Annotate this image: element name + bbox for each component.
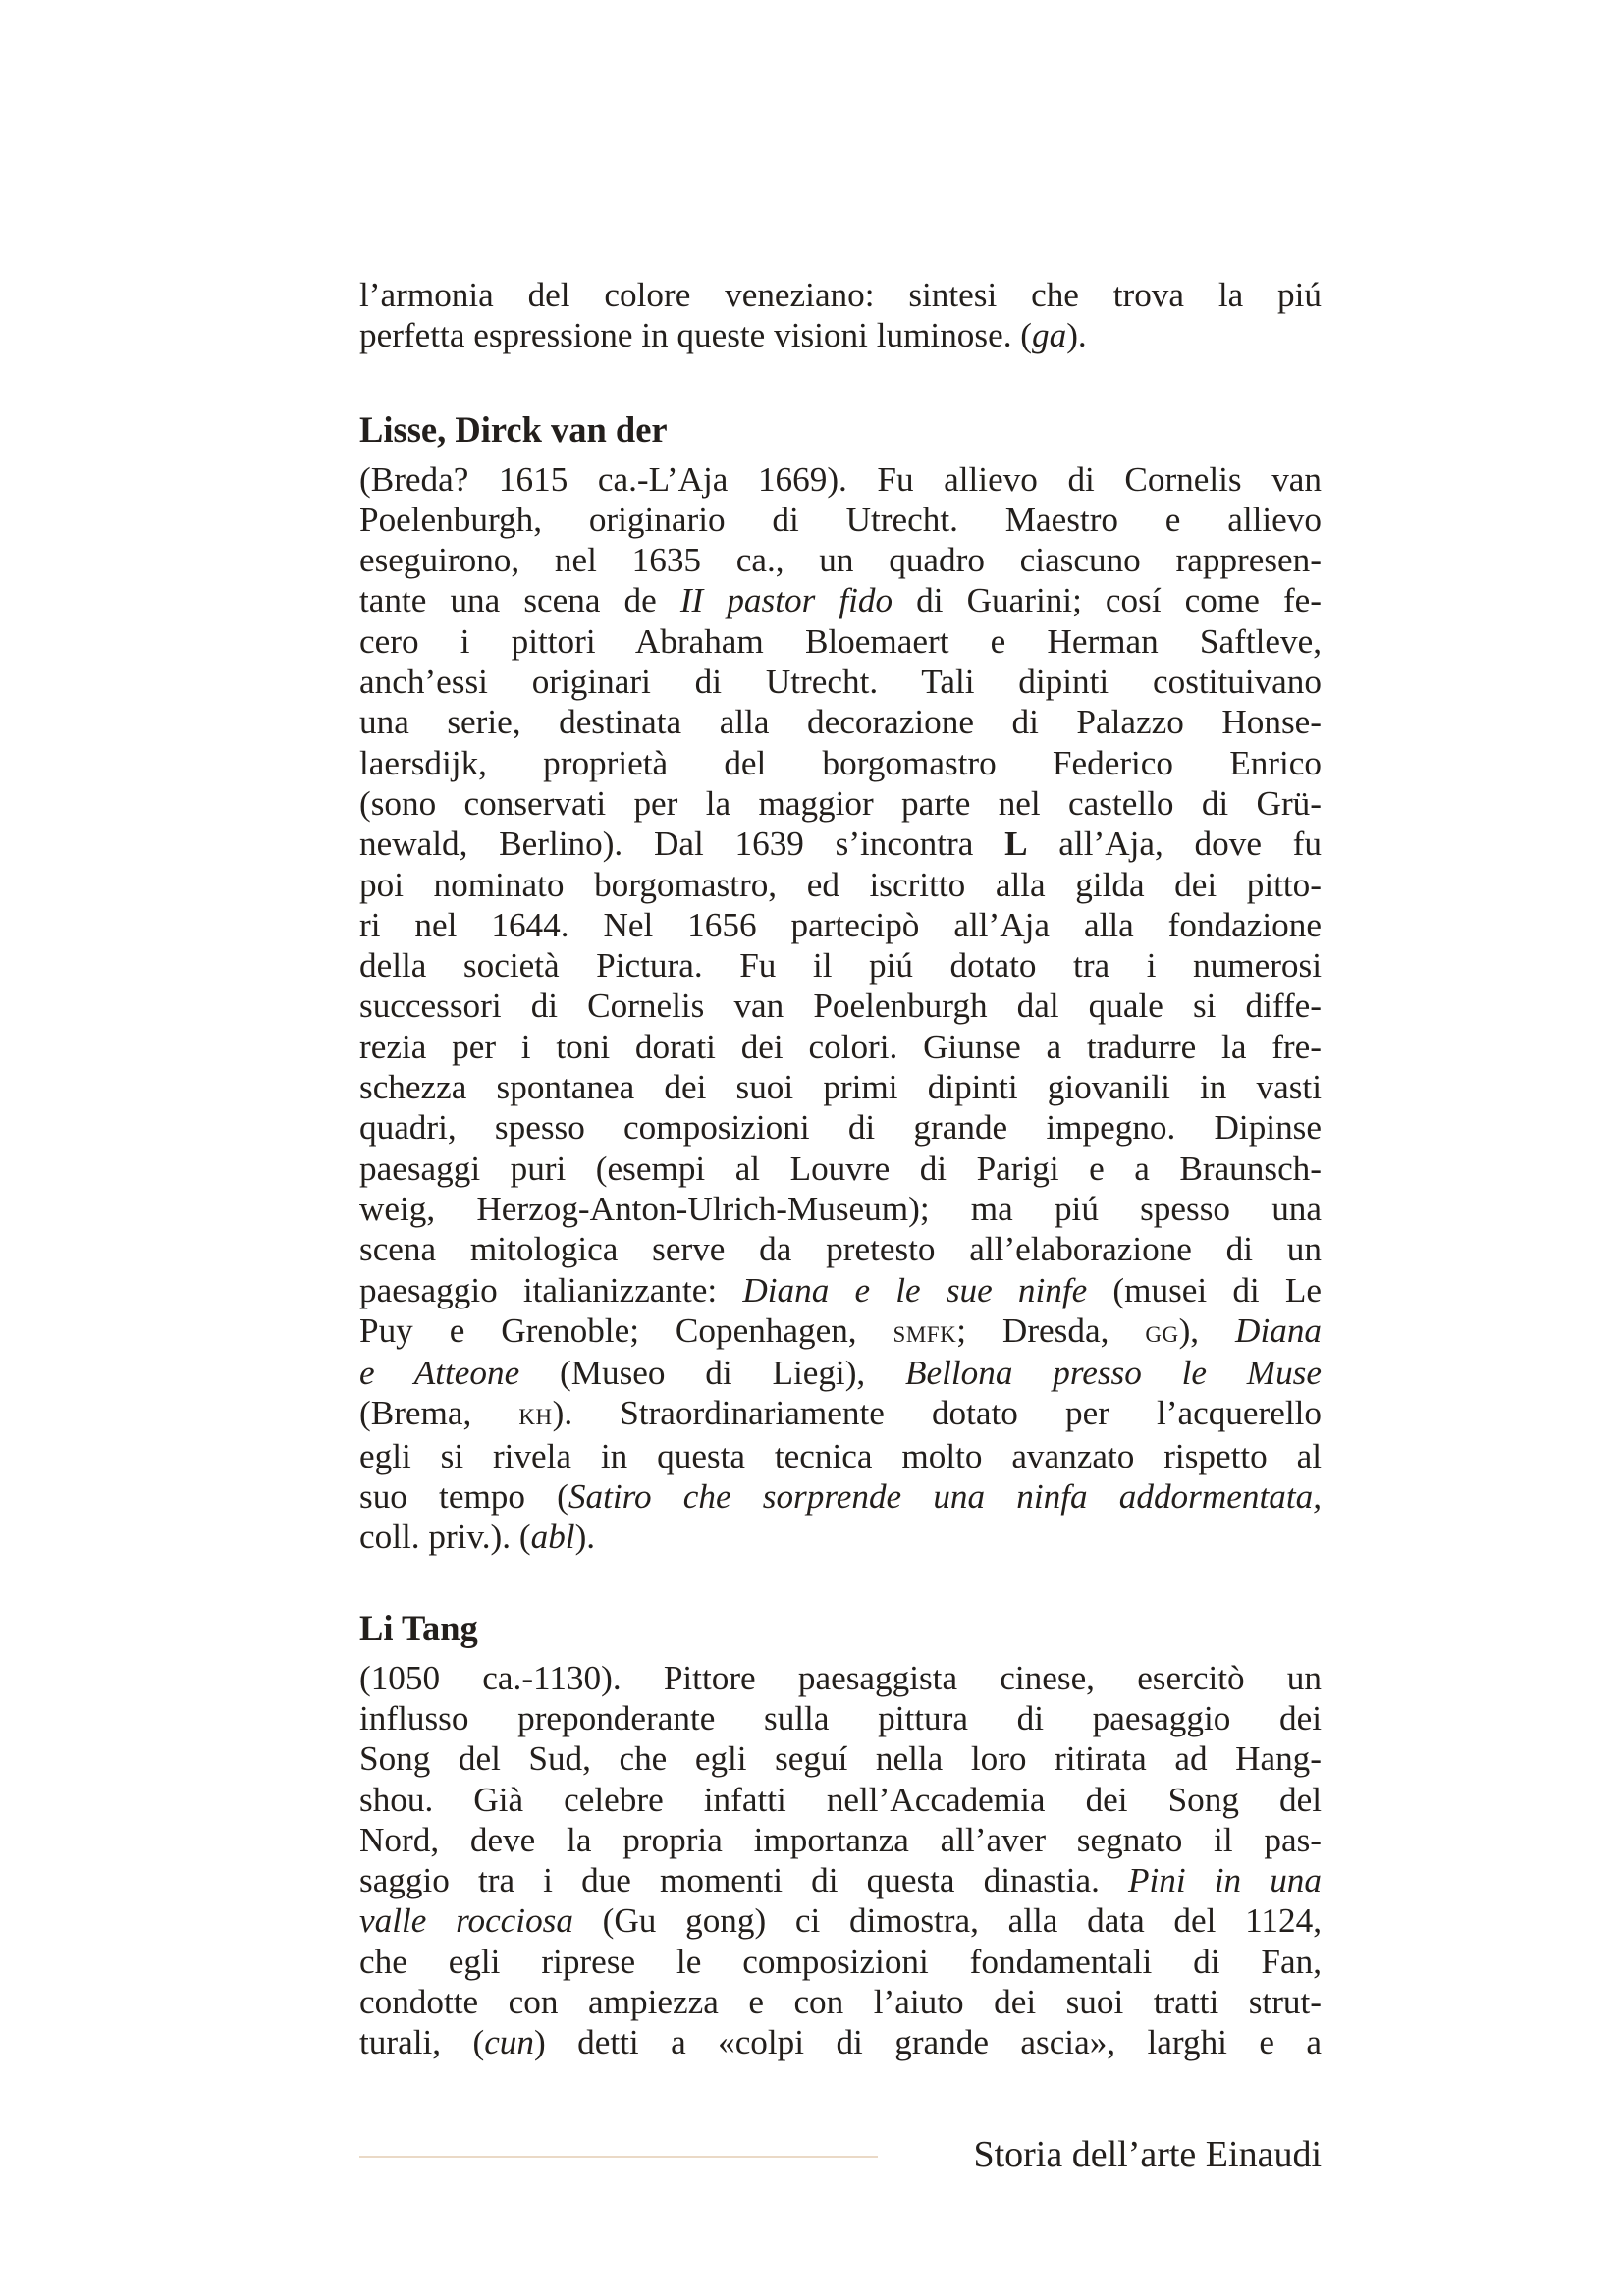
- text-line: quadri, spesso composizioni di grande impegno. Dipinse: [359, 1108, 1322, 1148]
- text-line: influsso preponderante sulla pittura di paesaggio dei: [359, 1698, 1322, 1737]
- entry-heading-lisse: Lisse, Dirck van der: [359, 408, 668, 450]
- artwork-title: Diana e le sue ninfe: [742, 1270, 1088, 1309]
- text-line: newald, Berlino). Dal 1639 s’incontra L all’Aja, dove fu: [359, 825, 1322, 864]
- text-line: ri nel 1644. Nel 1656 partecipò all’Aja alla fondazione: [359, 905, 1322, 944]
- author-initials: ga: [1032, 316, 1067, 355]
- artwork-title: Diana: [1235, 1310, 1322, 1350]
- museum-abbreviation: kh: [518, 1397, 553, 1433]
- text-line: tante una scena de II pastor fido di Guarini; cosí come fe-: [359, 581, 1323, 620]
- text-line: Song del Sud, che egli seguí nella loro ritirata ad Hang-: [359, 1739, 1322, 1779]
- text-line: l’armonia del colore veneziano: sintesi che trova la piú: [359, 276, 1322, 314]
- text-line: anch’essi originari di Utrecht. Tali dipinti costituivano: [359, 663, 1322, 702]
- text-line: paesaggi puri (esempi al Louvre di Parigi e a Braunsch-: [359, 1148, 1322, 1188]
- page-footer: [359, 2132, 1322, 2181]
- text-line: (1050 ca.-1130). Pittore paesaggista cinese, esercitò un: [359, 1658, 1322, 1697]
- artwork-title: Pini in una: [1128, 1861, 1322, 1900]
- text-line: della società Pictura. Fu il piú dotato tra i numerosi: [359, 946, 1322, 986]
- text-line: paesaggio italianizzante: Diana e le sue ninfe (musei di Le: [359, 1270, 1322, 1309]
- text-line: poi nominato borgomastro, ed iscritto alla gilda dei pitto-: [359, 865, 1322, 904]
- text-line: successori di Cornelis van Poelenburgh dal quale si diffe-: [359, 987, 1322, 1026]
- artwork-title: II pastor fido: [679, 581, 893, 620]
- technical-term: cun: [484, 2023, 534, 2062]
- author-initials: abl: [530, 1518, 575, 1557]
- text-line: (Brema, kh). Straordinariamente dotato per l’acquerello: [359, 1394, 1322, 1433]
- text-line: eseguirono, nel 1635 ca., un quadro ciascuno rappresen-: [359, 541, 1322, 580]
- publication-title: Storia dell’arte Einaudi: [973, 2134, 1322, 2175]
- text-line: turali, (cun) detti a «colpi di grande ascia», larghi e a: [359, 2023, 1322, 2062]
- museum-abbreviation: smfk: [893, 1313, 957, 1350]
- text-line: weig, Herzog-Anton-Ulrich-Museum); ma piú spesso una: [359, 1189, 1322, 1228]
- text-line: shou. Già celebre infatti nell’Accademia dei Song del: [359, 1780, 1322, 1819]
- entry-initial: L: [1004, 825, 1028, 864]
- text-line: suo tempo (Satiro che sorprende una ninfa addormentata,: [359, 1477, 1322, 1517]
- text-line: scena mitologica serve da pretesto all’elaborazione di un: [359, 1230, 1322, 1269]
- text-line: perfetta espressione in queste visioni luminose. (ga).: [359, 316, 1087, 355]
- text-line: valle rocciosa (Gu gong) ci dimostra, alla data del 1124,: [359, 1901, 1322, 1941]
- text-line: schezza spontanea dei suoi primi dipinti giovanili in vasti: [359, 1068, 1322, 1107]
- artwork-title: e Atteone: [359, 1354, 520, 1393]
- entry-body-lisse: [359, 459, 1322, 1558]
- text-line: saggio tra i due momenti di questa dinastia. Pini in una: [359, 1861, 1322, 1900]
- text-line: Poelenburgh, originario di Utrecht. Maestro e allievo: [359, 500, 1322, 539]
- text-line: cero i pittori Abraham Bloemaert e Herman Saftleve,: [359, 621, 1322, 661]
- text-line: e Atteone (Museo di Liegi), Bellona presso le Muse: [359, 1354, 1322, 1393]
- text-line: Nord, deve la propria importanza all’aver segnato il pas-: [359, 1820, 1322, 1859]
- text-line: coll. priv.). (abl).: [359, 1518, 596, 1557]
- text-line: condotte con ampiezza e con l’aiuto dei suoi tratti strut-: [359, 1982, 1322, 2021]
- text-line: che egli riprese le composizioni fondamentali di Fan,: [359, 1942, 1322, 1981]
- footer-rule: [359, 2156, 878, 2158]
- entry-heading-li-tang: Li Tang: [359, 1607, 478, 1648]
- artwork-title: Bellona presso le Muse: [905, 1354, 1322, 1393]
- text-line: (sono conservati per la maggior parte nel castello di Grü-: [359, 783, 1322, 823]
- text-line: egli si rivela in questa tecnica molto avanzato rispetto al: [359, 1436, 1322, 1475]
- text-line: rezia per i toni dorati dei colori. Giunse a tradurre la fre-: [359, 1027, 1322, 1066]
- entry-body-li-tang: [359, 1658, 1322, 2063]
- text-line: laersdijk, proprietà del borgomastro Federico Enrico: [359, 743, 1322, 782]
- page-body: [359, 275, 1322, 2063]
- text-line: una serie, destinata alla decorazione di Palazzo Honse-: [359, 703, 1322, 742]
- artwork-title: Satiro che sorprende una ninfa addormentata,: [568, 1477, 1322, 1517]
- text-line: (Breda? 1615 ca.-L’Aja 1669). Fu allievo di Cornelis van: [359, 459, 1322, 499]
- intro-paragraph: [359, 275, 1322, 356]
- museum-abbreviation: gg: [1145, 1313, 1179, 1350]
- artwork-title: valle rocciosa: [359, 1901, 573, 1941]
- text-line: Puy e Grenoble; Copenhagen, smfk; Dresda, gg), Diana: [359, 1310, 1322, 1350]
